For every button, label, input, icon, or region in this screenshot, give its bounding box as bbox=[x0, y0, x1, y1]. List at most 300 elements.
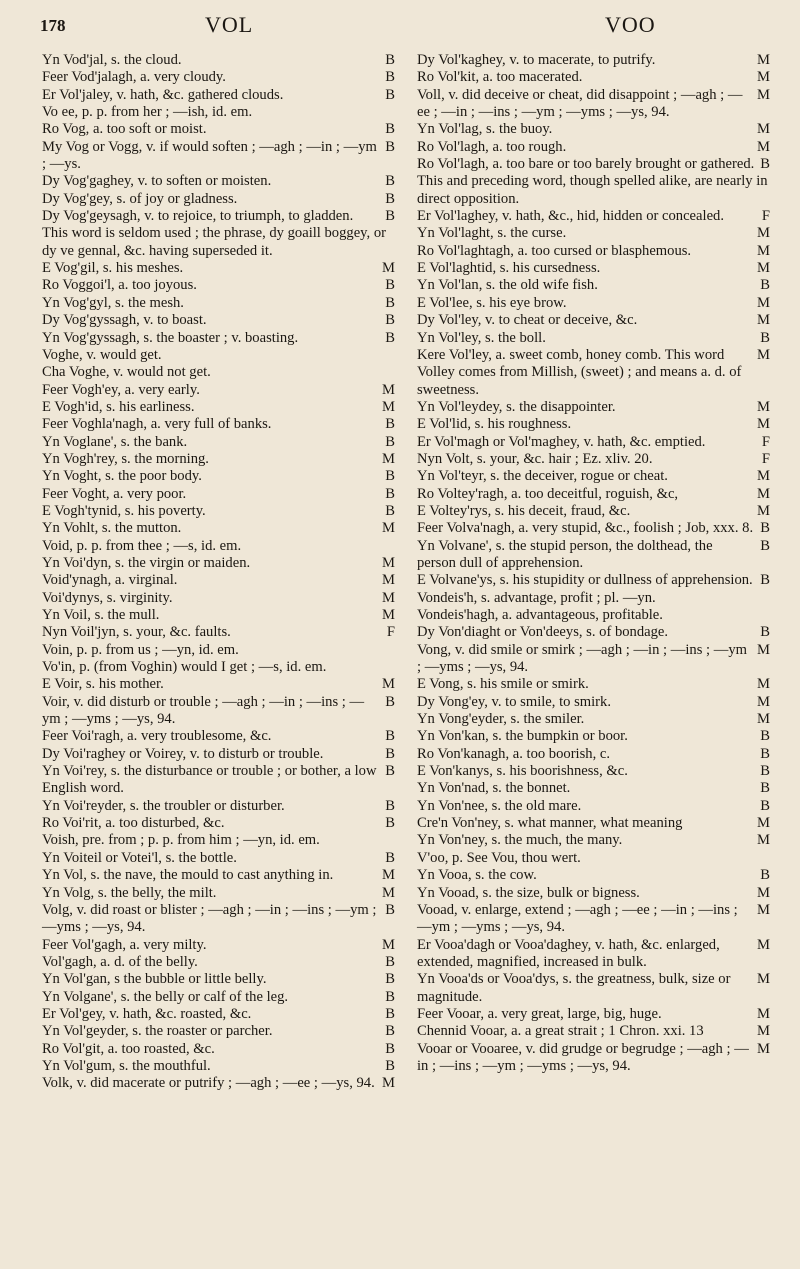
entry-text: Feer Vogh'ey, a. very early. bbox=[42, 381, 200, 398]
dictionary-entry bbox=[417, 902, 770, 937]
entry-text: Yn Vooad, s. the size, bulk or bigness. bbox=[417, 884, 640, 901]
dictionary-entry bbox=[42, 937, 395, 954]
entry-source: B bbox=[760, 572, 770, 589]
dictionary-entry bbox=[417, 416, 770, 433]
dictionary-entry bbox=[42, 364, 395, 381]
entry-source: F bbox=[761, 208, 770, 225]
dictionary-entry bbox=[417, 763, 770, 780]
dictionary-entry bbox=[417, 1023, 770, 1040]
entry-source: M bbox=[757, 815, 770, 832]
dictionary-entry bbox=[42, 486, 395, 503]
entry-text: Yn Vod'jal, s. the cloud. bbox=[42, 52, 182, 68]
entry-text: Nyn Voil'jyn, s. your, &c. faults. bbox=[42, 624, 231, 641]
dictionary-entry bbox=[42, 815, 395, 832]
entry-text: Voghe, v. would get. bbox=[42, 346, 162, 363]
entry-text: E Vol'lee, s. his eye brow. bbox=[417, 294, 567, 311]
dictionary-entry bbox=[42, 607, 395, 624]
entry-text: Yn Vong'eyder, s. the smiler. bbox=[417, 711, 585, 728]
entry-text: Yn Von'ney, s. the much, the many. bbox=[417, 832, 623, 849]
entry-source: M bbox=[382, 381, 395, 398]
entry-source: M bbox=[382, 554, 395, 571]
entry-text: Yn Vol'gan, s the bubble or little belly. bbox=[42, 971, 267, 988]
dictionary-entry bbox=[417, 520, 770, 537]
entry-source: B bbox=[760, 797, 770, 814]
entry-source: M bbox=[382, 520, 395, 537]
dictionary-entry bbox=[417, 225, 770, 242]
dictionary-entry bbox=[42, 1058, 395, 1075]
entry-text: Chennid Vooar, a. a great strait ; 1 Chron. xxi. 13 bbox=[417, 1023, 704, 1040]
entry-text: Yn Vol'teyr, s. the deceiver, rogue or cheat. bbox=[417, 468, 668, 485]
entry-source: B bbox=[385, 86, 395, 103]
entry-text: Volg, v. did roast or blister ; —agh ; —in ; —ins ; —ym ; —yms ; —ys, 94. bbox=[42, 901, 377, 936]
entry-text: Yn Vooa, s. the cow. bbox=[417, 867, 537, 884]
dictionary-entry bbox=[42, 538, 395, 555]
entry-source: B bbox=[385, 1023, 395, 1040]
entry-text: Vooad, v. enlarge, extend ; —agh ; —ee ; —in ; —ins ; —ym ; —yms ; —ys, 94. bbox=[417, 901, 738, 936]
entry-text: Ro Vol'laghtagh, a. too cursed or blasphemous. bbox=[417, 242, 692, 259]
entry-text: Vooar or Vooaree, v. did grudge or begrudge ; —agh ; —in ; —ins ; —ym ; —yms ; —ys, 94. bbox=[417, 1040, 749, 1074]
dictionary-entry bbox=[417, 711, 770, 728]
dictionary-entry bbox=[42, 954, 395, 971]
entry-source: B bbox=[760, 624, 770, 641]
entry-text: Yn Voi'dyn, s. the virgin or maiden. bbox=[42, 554, 251, 571]
entry-text: Ro Vol'kit, a. too macerated. bbox=[417, 69, 583, 86]
dictionary-entry bbox=[417, 243, 770, 260]
entry-source: B bbox=[385, 693, 395, 710]
dictionary-entry bbox=[42, 382, 395, 399]
dictionary-entry bbox=[417, 260, 770, 277]
dictionary-entry bbox=[417, 746, 770, 763]
entry-text: Cre'n Von'ney, s. what manner, what meaning bbox=[417, 815, 683, 832]
entry-text: V'oo, p. See Vou, thou wert. bbox=[417, 849, 581, 866]
entry-source: M bbox=[757, 138, 770, 155]
dictionary-entry bbox=[42, 451, 395, 468]
dictionary-entry bbox=[42, 659, 395, 676]
entry-text: Voll, v. did deceive or cheat, did disappoint ; —agh ; —ee ; —in ; —ins ; —ym ; —yms ; —ys, 94. bbox=[417, 86, 743, 121]
dictionary-entry bbox=[417, 971, 770, 1006]
entry-text: E Voltey'rys, s. his deceit, fraud, &c. bbox=[417, 502, 631, 519]
entry-text: Ro Vol'git, a. too roasted, &c. bbox=[42, 1040, 215, 1057]
entry-text: Vondeis'h, s. advantage, profit ; pl. —yn. bbox=[417, 589, 656, 606]
entry-text: Feer Voi'ragh, a. very troublesome, &c. bbox=[42, 728, 272, 745]
entry-source: B bbox=[385, 433, 395, 450]
dictionary-entry bbox=[417, 624, 770, 641]
entry-text: Er Vol'gey, v. hath, &c. roasted, &c. bbox=[42, 1005, 252, 1022]
entry-text: Voish, pre. from ; p. p. from him ; —yn, id. em. bbox=[42, 832, 320, 849]
entry-text: Yn Volg, s. the belly, the milt. bbox=[42, 884, 217, 901]
dictionary-entry bbox=[42, 572, 395, 589]
dictionary-entry bbox=[417, 590, 770, 607]
dictionary-entry bbox=[42, 1006, 395, 1023]
dictionary-entry bbox=[417, 832, 770, 849]
dictionary-entry bbox=[42, 798, 395, 815]
entry-source: M bbox=[757, 121, 770, 138]
entry-text: E Volvane'ys, s. his stupidity or dullness of apprehension. bbox=[417, 572, 753, 589]
entry-text: Ro Voggoi'l, a. too joyous. bbox=[42, 277, 197, 294]
dictionary-entry bbox=[417, 937, 770, 972]
entry-text: Dy Voi'raghey or Voirey, v. to disturb or trouble. bbox=[42, 745, 324, 762]
entry-source: B bbox=[385, 294, 395, 311]
entry-source: M bbox=[757, 641, 770, 658]
entry-source: M bbox=[757, 294, 770, 311]
dictionary-entry bbox=[42, 694, 395, 729]
entry-text: Volk, v. did macerate or putrify ; —agh ; —ee ; —ys, 94. bbox=[42, 1075, 375, 1092]
dictionary-entry bbox=[42, 503, 395, 520]
dictionary-entry bbox=[42, 867, 395, 884]
dictionary-entry bbox=[42, 642, 395, 659]
entry-source: B bbox=[385, 329, 395, 346]
dictionary-entry bbox=[42, 676, 395, 693]
entry-source: M bbox=[382, 867, 395, 884]
entry-source: M bbox=[757, 69, 770, 86]
entry-text: Dy Von'diaght or Von'deeys, s. of bondage. bbox=[417, 624, 669, 641]
entry-text: E Vogh'tynid, s. his poverty. bbox=[42, 502, 206, 519]
entry-text: E Voir, s. his mother. bbox=[42, 676, 164, 693]
dictionary-entry bbox=[417, 87, 770, 122]
dictionary-entry bbox=[42, 590, 395, 607]
entry-text: Yn Voil, s. the mull. bbox=[42, 607, 160, 623]
entry-text: Vo'in, p. (from Voghin) would I get ; —s, id. em. bbox=[42, 659, 327, 676]
dictionary-entry bbox=[417, 156, 770, 208]
entry-text: Dy Vol'ley, v. to cheat or deceive, &c. bbox=[417, 312, 638, 329]
entry-text: Feer Voght, a. very poor. bbox=[42, 485, 187, 502]
entry-text: Ro Voltey'ragh, a. too deceitful, roguish, &c, bbox=[417, 485, 679, 502]
entry-source: B bbox=[385, 208, 395, 225]
dictionary-entry bbox=[42, 1041, 395, 1058]
entry-source: B bbox=[385, 1005, 395, 1022]
entry-text: Ro Von'kanagh, a. too boorish, c. bbox=[417, 745, 611, 762]
entry-source: M bbox=[382, 450, 395, 467]
dictionary-entry bbox=[42, 104, 395, 121]
entry-source: B bbox=[385, 69, 395, 86]
dictionary-entry bbox=[417, 139, 770, 156]
entry-source: B bbox=[385, 815, 395, 832]
entry-text: Er Vooa'dagh or Vooa'daghey, v. hath, &c. enlarged, extended, magnified, increased in bulk. bbox=[417, 936, 720, 970]
dictionary-entry bbox=[42, 885, 395, 902]
entry-text: Er Vol'jaley, v. hath, &c. gathered clouds. bbox=[42, 86, 284, 103]
dictionary-entry bbox=[42, 208, 395, 260]
dictionary-entry bbox=[42, 989, 395, 1006]
entry-source: B bbox=[385, 988, 395, 1005]
entry-text: Dy Vog'geysagh, v. to rejoice, to triumph, to gladden. This word is seldom used ; the phrase, dy goaill boggey, or dy ve gennal, &c. having superseded it. bbox=[42, 208, 386, 259]
entry-source: B bbox=[385, 953, 395, 970]
entry-text: Yn Voght, s. the poor body. bbox=[42, 468, 202, 485]
dictionary-entry bbox=[417, 694, 770, 711]
entry-text: Yn Volvane', s. the stupid person, the dolthead, the person dull of apprehension. bbox=[417, 537, 713, 571]
entry-text: Yn Vol'laght, s. the curse. bbox=[417, 225, 567, 242]
entry-source: M bbox=[757, 416, 770, 433]
dictionary-entry bbox=[42, 763, 395, 798]
dictionary-entry bbox=[417, 69, 770, 86]
entry-source: B bbox=[385, 138, 395, 155]
entry-text: E Von'kanys, s. his boorishness, &c. bbox=[417, 763, 628, 780]
entry-source: M bbox=[382, 589, 395, 606]
entry-source: M bbox=[757, 312, 770, 329]
dictionary-entry bbox=[417, 347, 770, 399]
entry-source: M bbox=[757, 52, 770, 68]
entry-text: Er Vol'laghey, v. hath, &c., hid, hidden or concealed. bbox=[417, 208, 724, 225]
entry-text: Dy Vong'ey, v. to smile, to smirk. bbox=[417, 693, 611, 710]
entry-source: M bbox=[757, 693, 770, 710]
entry-text: Ro Vol'lagh, a. too rough. bbox=[417, 138, 567, 155]
entry-text: Dy Vog'gyssagh, v. to boast. bbox=[42, 312, 207, 329]
running-head-right: VOO bbox=[605, 12, 656, 37]
dictionary-entry bbox=[417, 486, 770, 503]
dictionary-entry bbox=[42, 69, 395, 86]
dictionary-entry bbox=[417, 885, 770, 902]
entry-text: Yn Volgane', s. the belly or calf of the leg. bbox=[42, 988, 289, 1005]
entry-source: B bbox=[385, 797, 395, 814]
dictionary-entry bbox=[417, 451, 770, 468]
entry-text: Yn Vol'leydey, s. the disappointer. bbox=[417, 398, 616, 415]
dictionary-entry bbox=[42, 555, 395, 572]
dictionary-entry bbox=[417, 277, 770, 294]
entry-text: Feer Vol'gagh, a. very milty. bbox=[42, 936, 207, 953]
dictionary-entry bbox=[42, 173, 395, 190]
dictionary-entry bbox=[42, 1075, 395, 1092]
dictionary-entry bbox=[42, 260, 395, 277]
entry-source: M bbox=[382, 572, 395, 589]
dictionary-entry bbox=[42, 399, 395, 416]
dictionary-entry bbox=[417, 121, 770, 138]
entry-text: Nyn Volt, s. your, &c. hair ; Ez. xliv. 20. bbox=[417, 450, 653, 467]
entry-source: B bbox=[760, 156, 770, 173]
entry-source: F bbox=[761, 450, 770, 467]
entry-text: Er Vol'magh or Vol'maghey, v. hath, &c. emptied. bbox=[417, 433, 706, 450]
dictionary-entry bbox=[42, 52, 395, 69]
entry-source: M bbox=[757, 901, 770, 918]
dictionary-entry bbox=[417, 399, 770, 416]
dictionary-entry bbox=[42, 468, 395, 485]
entry-source: B bbox=[760, 520, 770, 537]
entry-source: M bbox=[757, 676, 770, 693]
dictionary-entry bbox=[42, 850, 395, 867]
dictionary-entry bbox=[417, 330, 770, 347]
dictionary-entry bbox=[42, 87, 395, 104]
dictionary-entry bbox=[417, 1041, 770, 1076]
entry-source: M bbox=[757, 225, 770, 242]
entry-source: B bbox=[385, 901, 395, 918]
entry-text: Yn Vol'ley, s. the boll. bbox=[417, 329, 546, 346]
dictionary-entry bbox=[417, 1006, 770, 1023]
entry-text: Vong, v. did smile or smirk ; —agh ; —in ; —ins ; —ym ; —yms ; —ys, 94. bbox=[417, 641, 747, 676]
entry-source: M bbox=[382, 398, 395, 415]
entry-source: M bbox=[757, 485, 770, 502]
dictionary-entry bbox=[417, 538, 770, 573]
entry-text: Yn Voiteil or Votei'l, s. the bottle. bbox=[42, 849, 237, 866]
entry-text: E Vong, s. his smile or smirk. bbox=[417, 676, 589, 693]
dictionary-entry bbox=[417, 798, 770, 815]
entry-text: Feer Vod'jalagh, a. very cloudy. bbox=[42, 69, 226, 86]
dictionary-entry bbox=[42, 277, 395, 294]
entry-source: M bbox=[382, 936, 395, 953]
entry-source: B bbox=[760, 780, 770, 797]
dictionary-entry bbox=[417, 780, 770, 797]
entry-text: Ro Vol'lagh, a. too bare or too barely brought or gathered. This and preceding word, though spelled alike, are nearly in direct opposition. bbox=[417, 156, 768, 207]
entry-text: Vol'gagh, a. d. of the belly. bbox=[42, 953, 198, 970]
entry-source: B bbox=[760, 537, 770, 554]
left-column bbox=[42, 52, 395, 1093]
dictionary-entry bbox=[42, 728, 395, 745]
entry-text: Ro Vog, a. too soft or moist. bbox=[42, 121, 207, 138]
entry-source: B bbox=[385, 121, 395, 138]
entry-source: M bbox=[757, 1040, 770, 1057]
entry-text: Void'ynagh, a. virginal. bbox=[42, 572, 178, 589]
entry-text: Kere Vol'ley, a. sweet comb, honey comb. This word Volley comes from Millish, (sweet) ; and means a. d. of sweetness. bbox=[417, 346, 742, 398]
entry-source: M bbox=[757, 398, 770, 415]
dictionary-entry bbox=[42, 139, 395, 174]
entry-source: M bbox=[757, 971, 770, 988]
entry-source: B bbox=[385, 416, 395, 433]
entry-source: B bbox=[385, 1057, 395, 1074]
entry-text: Feer Volva'nagh, a. very stupid, &c., foolish ; Job, xxx. 8. bbox=[417, 520, 754, 537]
entry-source: B bbox=[760, 329, 770, 346]
entry-text: Yn Vol'gum, s. the mouthful. bbox=[42, 1057, 211, 1074]
entry-text: Yn Von'kan, s. the bumpkin or boor. bbox=[417, 728, 628, 745]
entry-text: Dy Vog'gey, s. of joy or gladness. bbox=[42, 190, 238, 207]
entry-text: Vondeis'hagh, a. advantageous, profitable. bbox=[417, 607, 663, 623]
entry-source: F bbox=[386, 624, 395, 641]
entry-source: M bbox=[382, 1075, 395, 1092]
entry-text: E Vol'laghtid, s. his cursedness. bbox=[417, 260, 601, 277]
dictionary-entry bbox=[417, 434, 770, 451]
entry-text: Cha Voghe, v. would not get. bbox=[42, 364, 211, 381]
entry-text: Yn Vol'lan, s. the old wife fish. bbox=[417, 277, 598, 294]
entry-source: M bbox=[757, 884, 770, 901]
dictionary-entry bbox=[417, 850, 770, 867]
entry-text: Yn Vog'gyssagh, s. the boaster ; v. boasting. bbox=[42, 329, 299, 346]
entry-source: M bbox=[757, 346, 770, 363]
entry-source: B bbox=[385, 173, 395, 190]
entry-source: B bbox=[760, 763, 770, 780]
entry-source: M bbox=[757, 1005, 770, 1022]
dictionary-entry bbox=[42, 295, 395, 312]
dictionary-entry bbox=[417, 312, 770, 329]
entry-source: M bbox=[757, 502, 770, 519]
entry-text: Feer Vooar, a. very great, large, big, huge. bbox=[417, 1005, 662, 1022]
dictionary-entry bbox=[417, 468, 770, 485]
entry-text: Feer Voghla'nagh, a. very full of banks. bbox=[42, 416, 272, 433]
entry-source: B bbox=[385, 849, 395, 866]
entry-text: Voi'dynys, s. virginity. bbox=[42, 589, 173, 606]
entry-source: M bbox=[382, 260, 395, 277]
entry-text: My Vog or Vogg, v. if would soften ; —agh ; —in ; —ym ; —ys. bbox=[42, 138, 377, 173]
entry-source: B bbox=[385, 485, 395, 502]
entry-source: M bbox=[757, 711, 770, 728]
entry-text: Ro Voi'rit, a. too disturbed, &c. bbox=[42, 815, 225, 832]
entry-source: B bbox=[385, 763, 395, 780]
entry-source: B bbox=[760, 728, 770, 745]
entry-text: Yn Voglane', s. the bank. bbox=[42, 433, 188, 450]
entry-source: B bbox=[385, 728, 395, 745]
dictionary-entry bbox=[417, 815, 770, 832]
entry-text: Yn Vooa'ds or Vooa'dys, s. the greatness, bulk, size or magnitude. bbox=[417, 971, 731, 1005]
entry-source: B bbox=[385, 502, 395, 519]
entry-source: M bbox=[757, 468, 770, 485]
entry-text: Yn Voi'rey, s. the disturbance or trouble ; or bother, a low English word. bbox=[42, 763, 377, 797]
entry-source: B bbox=[760, 277, 770, 294]
running-head-left: VOL bbox=[205, 12, 254, 37]
entry-text: Voin, p. p. from us ; —yn, id. em. bbox=[42, 641, 239, 658]
entry-source: B bbox=[385, 468, 395, 485]
dictionary-entry bbox=[42, 1023, 395, 1040]
entry-text: Yn Vohlt, s. the mutton. bbox=[42, 520, 182, 537]
dictionary-entry bbox=[42, 416, 395, 433]
dictionary-entry bbox=[417, 642, 770, 677]
dictionary-entry bbox=[42, 434, 395, 451]
dictionary-entry bbox=[417, 572, 770, 589]
entry-text: Yn Voi'reyder, s. the troubler or disturber. bbox=[42, 797, 285, 814]
entry-source: M bbox=[382, 884, 395, 901]
entry-text: Yn Vol'lag, s. the buoy. bbox=[417, 121, 553, 138]
page-number: 178 bbox=[40, 16, 66, 35]
dictionary-entry bbox=[42, 746, 395, 763]
entry-source: M bbox=[757, 260, 770, 277]
dictionary-entry bbox=[417, 52, 770, 69]
entry-text: E Vol'lid, s. his roughness. bbox=[417, 416, 572, 433]
entry-source: M bbox=[382, 607, 395, 623]
dictionary-entry bbox=[42, 347, 395, 364]
dictionary-entry bbox=[42, 520, 395, 537]
entry-text: E Vog'gil, s. his meshes. bbox=[42, 260, 184, 277]
right-column bbox=[417, 52, 770, 1075]
entry-source: B bbox=[385, 190, 395, 207]
entry-source: M bbox=[757, 936, 770, 953]
dictionary-entry bbox=[417, 503, 770, 520]
entry-source: M bbox=[757, 1023, 770, 1040]
entry-text: Yn Vol, s. the nave, the mould to cast anything in. bbox=[42, 867, 334, 884]
entry-text: E Vogh'id, s. his earliness. bbox=[42, 398, 195, 415]
dictionary-entry bbox=[42, 902, 395, 937]
dictionary-entry bbox=[42, 832, 395, 849]
dictionary-entry bbox=[417, 728, 770, 745]
entry-source: B bbox=[385, 52, 395, 68]
dictionary-entry bbox=[42, 191, 395, 208]
dictionary-entry bbox=[42, 624, 395, 641]
dictionary-entry bbox=[42, 312, 395, 329]
entry-text: Yn Von'nad, s. the bonnet. bbox=[417, 780, 571, 797]
dictionary-entry bbox=[417, 607, 770, 624]
entry-source: B bbox=[760, 745, 770, 762]
entry-source: M bbox=[757, 832, 770, 849]
entry-source: M bbox=[757, 242, 770, 259]
dictionary-entry bbox=[417, 676, 770, 693]
dictionary-entry bbox=[42, 121, 395, 138]
entry-source: M bbox=[757, 86, 770, 103]
entry-text: Void, p. p. from thee ; —s, id. em. bbox=[42, 537, 242, 554]
entry-text: Yn Von'nee, s. the old mare. bbox=[417, 797, 582, 814]
entry-text: Yn Vogh'rey, s. the morning. bbox=[42, 450, 209, 467]
entry-text: Voir, v. did disturb or trouble ; —agh ; —in ; —ins ; —ym ; —yms ; —ys, 94. bbox=[42, 693, 365, 728]
entry-text: Dy Vol'kaghey, v. to macerate, to putrify. bbox=[417, 52, 656, 68]
entry-source: B bbox=[385, 971, 395, 988]
entry-text: Yn Vog'gyl, s. the mesh. bbox=[42, 294, 184, 311]
entry-text: Yn Vol'geyder, s. the roaster or parcher. bbox=[42, 1023, 273, 1040]
entry-source: B bbox=[760, 867, 770, 884]
entry-source: B bbox=[385, 1040, 395, 1057]
dictionary-entry bbox=[42, 330, 395, 347]
entry-source: M bbox=[382, 676, 395, 693]
dictionary-entry bbox=[42, 971, 395, 988]
dictionary-entry bbox=[417, 208, 770, 225]
entry-source: B bbox=[385, 745, 395, 762]
dictionary-entry bbox=[417, 867, 770, 884]
entry-text: Dy Vog'gaghey, v. to soften or moisten. bbox=[42, 173, 272, 190]
entry-source: B bbox=[385, 277, 395, 294]
entry-source: F bbox=[761, 433, 770, 450]
entry-text: Vo ee, p. p. from her ; —ish, id. em. bbox=[42, 104, 253, 121]
entry-source: B bbox=[385, 312, 395, 329]
